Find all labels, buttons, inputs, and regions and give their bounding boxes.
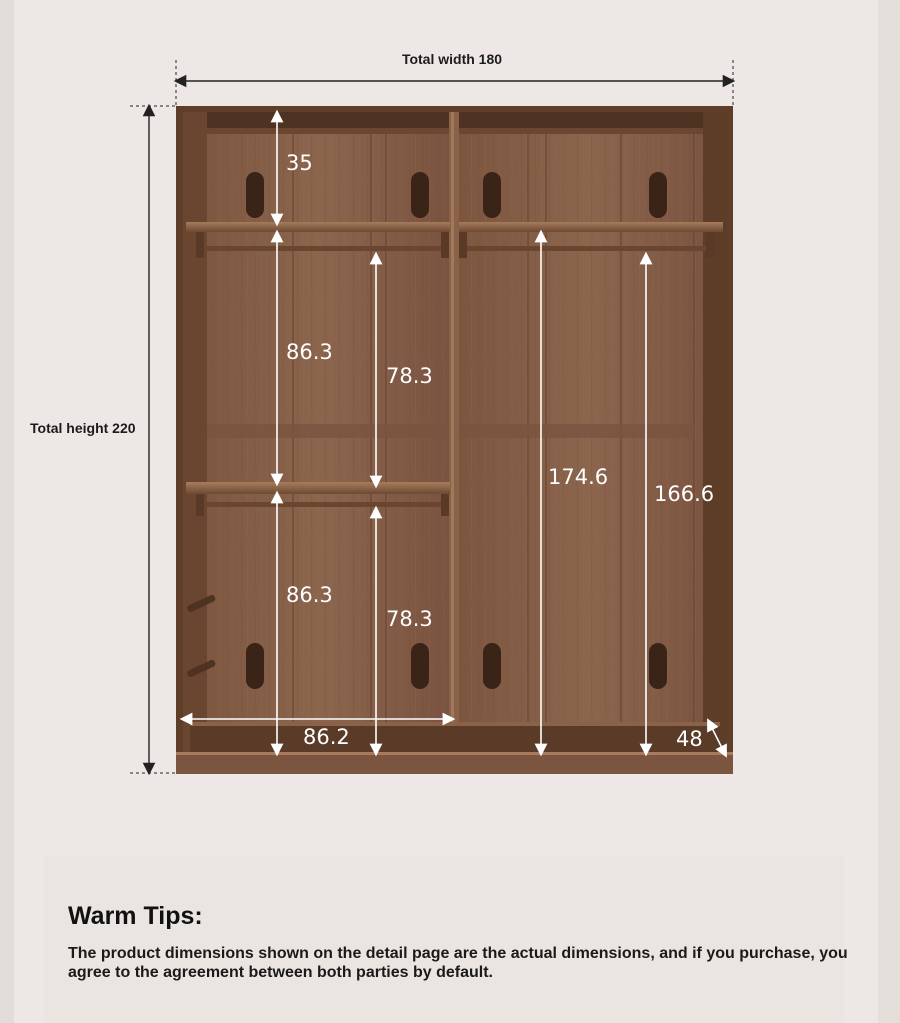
- left-upper-inner-label: 78.3: [386, 364, 433, 388]
- right-outer-label: 174.6: [548, 465, 609, 489]
- wardrobe-cabinet: [176, 106, 733, 774]
- left-lower-outer-label: 86.3: [286, 583, 333, 607]
- warm-tips-panel: [44, 856, 844, 1023]
- left-section-width-label: 86.2: [303, 725, 350, 749]
- warm-tips-title: Warm Tips:: [68, 902, 203, 930]
- right-inner-label: 166.6: [654, 482, 715, 506]
- warm-tips-text: The product dimensions shown on the detail page are the actual dimensions, and if you purchase, you agree to the agreement between both parties by default.: [68, 945, 848, 981]
- top-compartment-label: 35: [286, 151, 313, 175]
- total-height-dimension: [130, 106, 178, 773]
- left-upper-outer-label: 86.3: [286, 340, 333, 364]
- total-height-label: Total height 220: [30, 420, 136, 436]
- total-width-label: Total width 180: [401, 51, 503, 67]
- depth-label: 48: [676, 727, 703, 751]
- left-lower-inner-label: 78.3: [386, 607, 433, 631]
